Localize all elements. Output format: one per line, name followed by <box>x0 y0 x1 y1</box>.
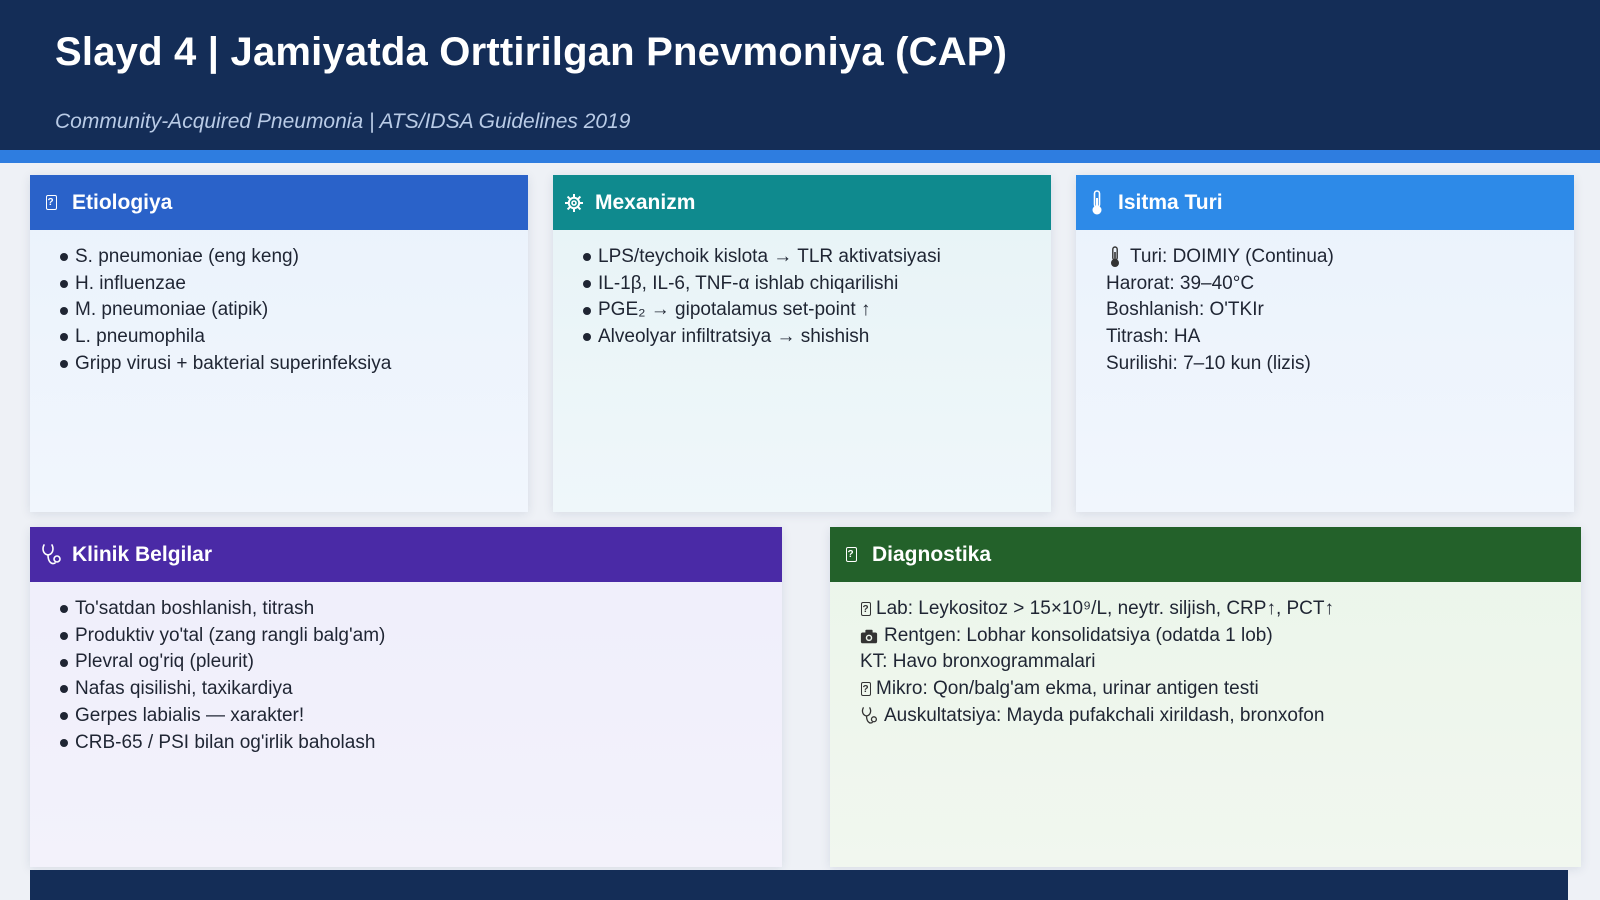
bullet-icon <box>583 307 591 315</box>
list-item: S. pneumoniae (eng keng) <box>60 244 508 271</box>
bullet-icon <box>583 280 591 288</box>
list-item: Rentgen: Lobhar konsolidatsiya (odatda 1 lob) <box>860 623 1561 650</box>
camera-icon <box>860 628 878 645</box>
list-item: PGE₂ → gipotalamus set-point ↑ <box>583 297 1031 324</box>
list-item: ? Lab: Leykositoz > 15×10⁹/L, neytr. siljish, CRP↑, PCT↑ <box>860 596 1561 623</box>
list-item: Turi: DOIMIY (Continua) <box>1106 244 1554 271</box>
etiologiya-card <box>30 175 528 512</box>
mexanizm-list <box>553 230 1051 351</box>
list-item: IL-1β, IL-6, TNF-α ishlab chiqarilishi <box>583 271 1031 298</box>
list-item: Surilishi: 7–10 kun (lizis) <box>1106 352 1311 374</box>
bullet-icon <box>60 360 68 368</box>
klinik-card <box>30 527 782 867</box>
mexanizm-header <box>553 175 1051 230</box>
footer-bar <box>30 870 1568 900</box>
thermometer-icon <box>1106 246 1124 268</box>
placeholder-box-icon <box>40 192 62 214</box>
diagnostika-list <box>830 582 1581 730</box>
bullet-icon <box>60 605 68 613</box>
list-item: KT: Havo bronxogrammalari <box>860 651 1096 673</box>
list-item: Nafas qisilishi, taxikardiya <box>60 676 762 703</box>
slide-header <box>0 0 1600 150</box>
list-item: LPS/teychoik kislota → TLR aktivatsiyasi <box>583 244 1031 271</box>
stethoscope-icon <box>860 705 878 727</box>
bullet-icon <box>60 659 68 667</box>
bullet-icon <box>60 739 68 747</box>
list-item: H. influenzae <box>60 271 508 298</box>
list-item: M. pneumoniae (atipik) <box>60 297 508 324</box>
list-item: Auskultatsiya: Mayda pufakchali xirildash, bronxofon <box>860 703 1561 730</box>
klinik-title: Klinik Belgilar <box>72 542 213 566</box>
bullet-icon <box>583 253 591 261</box>
isitma-list <box>1076 230 1574 378</box>
etiologiya-title: Etiologiya <box>72 190 173 214</box>
gear-icon <box>563 192 585 214</box>
placeholder-box-icon <box>840 544 862 566</box>
placeholder-box-icon <box>860 602 871 616</box>
klinik-header <box>30 527 782 582</box>
isitma-title: Isitma Turi <box>1118 190 1223 214</box>
isitma-card <box>1076 175 1574 512</box>
mexanizm-card <box>553 175 1051 512</box>
bullet-icon <box>60 280 68 288</box>
bullet-icon <box>60 253 68 261</box>
bullet-icon <box>60 632 68 640</box>
list-item: Harorat: 39–40°C <box>1106 272 1255 294</box>
list-item: ? Mikro: Qon/balg'am ekma, urinar antigen testi <box>860 676 1561 703</box>
etiologiya-header <box>30 175 528 230</box>
diagnostika-header <box>830 527 1581 582</box>
thermometer-icon <box>1086 192 1108 214</box>
diagnostika-card <box>830 527 1581 867</box>
bullet-icon <box>60 712 68 720</box>
bullet-icon <box>60 685 68 693</box>
slide-title: Slayd 4 | Jamiyatda Orttirilgan Pnevmoniya (CAP) <box>55 30 1008 74</box>
list-item: Produktiv yo'tal (zang rangli balg'am) <box>60 623 762 650</box>
mexanizm-title: Mexanizm <box>595 190 696 214</box>
placeholder-box-icon <box>860 682 871 696</box>
list-item: L. pneumophila <box>60 324 508 351</box>
list-item: Titrash: HA <box>1106 326 1201 348</box>
slide-subtitle: Community-Acquired Pneumonia | ATS/IDSA Guidelines 2019 <box>55 110 631 133</box>
diagnostika-title: Diagnostika <box>872 542 992 566</box>
list-item: Plevral og'riq (pleurit) <box>60 649 762 676</box>
accent-stripe <box>0 150 1600 163</box>
klinik-list <box>30 582 782 756</box>
list-item: To'satdan boshlanish, titrash <box>60 596 762 623</box>
list-item: Gerpes labialis — xarakter! <box>60 703 762 730</box>
list-item: Gripp virusi + bakterial superinfeksiya <box>60 351 508 378</box>
stethoscope-icon <box>40 544 62 566</box>
list-item: CRB-65 / PSI bilan og'irlik baholash <box>60 730 762 757</box>
isitma-header <box>1076 175 1574 230</box>
list-item: Boshlanish: O'TKIr <box>1106 299 1264 321</box>
etiologiya-list <box>30 230 528 378</box>
bullet-icon <box>60 307 68 315</box>
bullet-icon <box>60 333 68 341</box>
bullet-icon <box>583 333 591 341</box>
list-item: Alveolyar infiltratsiya → shishish <box>583 324 1031 351</box>
